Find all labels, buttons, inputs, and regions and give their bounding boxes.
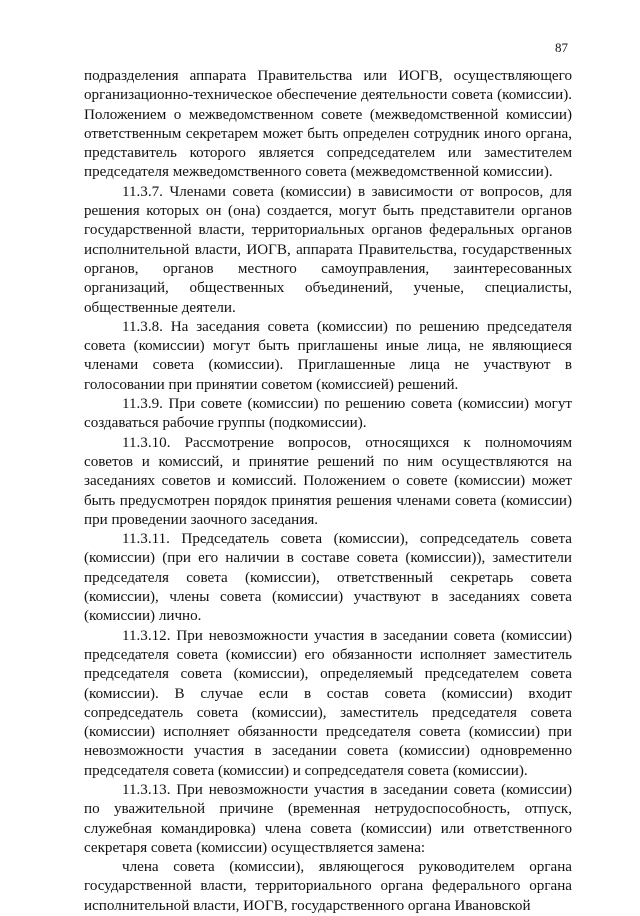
paragraph-11-3-9: 11.3.9. При совете (комиссии) по решению совета (комиссии) могут создаваться рабочие группы (подкомиссии). <box>84 396 572 432</box>
paragraph-11-3-8: 11.3.8. На заседания совета (комиссии) по решению председателя совета (комиссии) могут быть приглашены иные лица, не являющиеся членами совета (комиссии). Приглашенные лица не участвуют в голосовании при принятии советом (комиссией) решений. <box>84 318 572 393</box>
paragraph-continuation: подразделения аппарата Правительства или ИОГВ, осуществляющего организационно-техническое обеспечение деятельности совета (комиссии). Положением о межведомственном совете (межведомственной комиссии) ответственным секретарем может быть определен сотрудник иного органа, представитель которого является сопредседателем или заместителем председателя межведомственного совета (межведомственной комиссии). <box>84 68 572 181</box>
paragraph-11-3-13: 11.3.13. При невозможности участия в заседании совета (комиссии) по уважительной причине (временная нетрудоспособность, отпуск, служебная командировка) члена совета (комиссии) или ответственного секретаря совета (комиссии) осуществляется замена: <box>84 781 572 856</box>
paragraph-11-3-10: 11.3.10. Рассмотрение вопросов, относящихся к полномочиям советов и комиссий, и принятие решений по ним осуществляются на заседаниях советов и комиссий. Положением о совете (комиссии) может быть предусмотрен порядок принятия решения членами совета (комиссии) при проведении заочного заседания. <box>84 434 572 528</box>
paragraph-11-3-12: 11.3.12. При невозможности участия в заседании совета (комиссии) председателя совета (комиссии) его обязанности исполняет заместитель председателя совета (комиссии), определяемый председателем совета (комиссии). В случае если в состав совета (комиссии) входит сопредседатель совета (комиссии), заместитель председателя совета (комиссии) исполняет обязанности председателя совета (комиссии) при невозможности участия в заседании совета (комиссии) одновременно председателя совета (комиссии) и сопредседателя совета (комиссии). <box>84 627 572 779</box>
document-body <box>84 67 572 916</box>
page-number: 87 <box>555 40 568 55</box>
paragraph-11-3-11: 11.3.11. Председатель совета (комиссии), сопредседатель совета (комиссии) (при его наличии в составе совета (комиссии)), заместители председателя совета (комиссии), ответственный секретарь совета (комиссии), члены совета (комиссии) участвуют в заседаниях совета (комиссии) лично. <box>84 531 572 625</box>
paragraph-substitution-item: члена совета (комиссии), являющегося руководителем органа государственной власти, территориального органа федерального органа исполнительной власти, ИОГВ, государственного органа Ивановской <box>84 859 572 914</box>
paragraph-11-3-7: 11.3.7. Членами совета (комиссии) в зависимости от вопросов, для решения которых он (она) создается, могут быть представители органов государственной власти, территориальных органов федеральных органов исполнительной власти, ИОГВ, аппарата Правительства, государственных органов, органов местного самоуправления, заинтересованных организаций, общественных объединений, ученые, специалисты, общественные деятели. <box>84 183 572 316</box>
